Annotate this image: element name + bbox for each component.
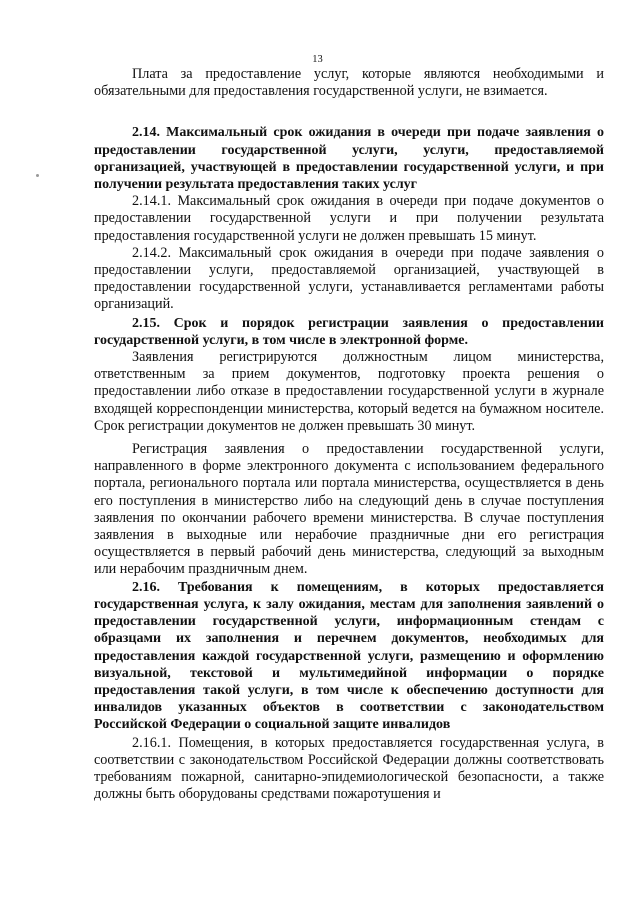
section-2-14-heading: 2.14. Максимальный срок ожидания в очереди при подаче заявления о предоставлении государственной услуги, услуги, предоставляемой организацией, участвующей в предоставлении государственной услуги, и при получении результата предоставления таких услуг <box>94 125 604 193</box>
paragraph-2-14-1: 2.14.1. Максимальный срок ожидания в очереди при подаче документов о предоставлении государственной услуги и при получении результата предоставления государственной услуги не должен превышать 15 минут. <box>94 193 604 244</box>
section-2-16-heading: 2.16. Требования к помещениям, в которых предоставляется государственная услуга, к залу ожидания, местам для заполнения заявлений о предоставлении государственной услуги, информационным стендам с образцами их заполнения и перечнем документов, необходимых для предоставления каждой государственной услуги, размещению и оформлению визуальной, текстовой и мультимедийной информации о порядке предоставления такой услуги, в том числе к обеспечению доступности для инвалидов указанных объектов в соответствии с законодательством Российской Федерации о социальной защите инвалидов <box>94 579 604 733</box>
page-body <box>94 66 604 803</box>
paragraph-2-15-b: Регистрация заявления о предоставлении государственной услуги, направленного в форме электронного документа с использованием федерального портала, регионального портала или портала министерства, осуществляется в день его поступления в министерство либо на следующий день в случае поступления заявления по окончании рабочего времени министерства. В случае поступления заявления в выходные или нерабочие праздничные дни его регистрация осуществляется в первый рабочий день министерства, следующий за выходным или нерабочим праздничным днем. <box>94 441 604 578</box>
paragraph-2-16-1: 2.16.1. Помещения, в которых предоставляется государственная услуга, в соответствии с законодательством Российской Федерации должны соответствовать требованиям пожарной, санитарно-эпидемиологической безопасности, а также должны быть оборудованы средствами пожаротушения и <box>94 734 604 803</box>
scan-mark <box>36 174 39 177</box>
page-number: 13 <box>312 54 323 65</box>
section-2-15-heading: 2.15. Срок и порядок регистрации заявления о предоставлении государственной услуги, в том числе в электронной форме. <box>94 315 604 348</box>
intro-paragraph: Плата за предоставление услуг, которые являются необходимыми и обязательными для предоставления государственной услуги, не взимается. <box>94 66 604 100</box>
paragraph-2-14-2: 2.14.2. Максимальный срок ожидания в очереди при подаче заявления о предоставлении услуги, предоставляемой организацией, участвующей в предоставлении государственной услуги, устанавливается регламентами работы организаций. <box>94 244 604 313</box>
spacer <box>94 100 604 124</box>
paragraph-2-15-a: Заявления регистрируются должностным лицом министерства, ответственным за прием документов, подготовку проекта решения о предоставлении либо отказе в предоставлении государственной услуги в журнале входящей корреспонденции министерства, который ведется на бумажном носителе. Срок регистрации документов не должен превышать 30 минут. <box>94 349 604 434</box>
